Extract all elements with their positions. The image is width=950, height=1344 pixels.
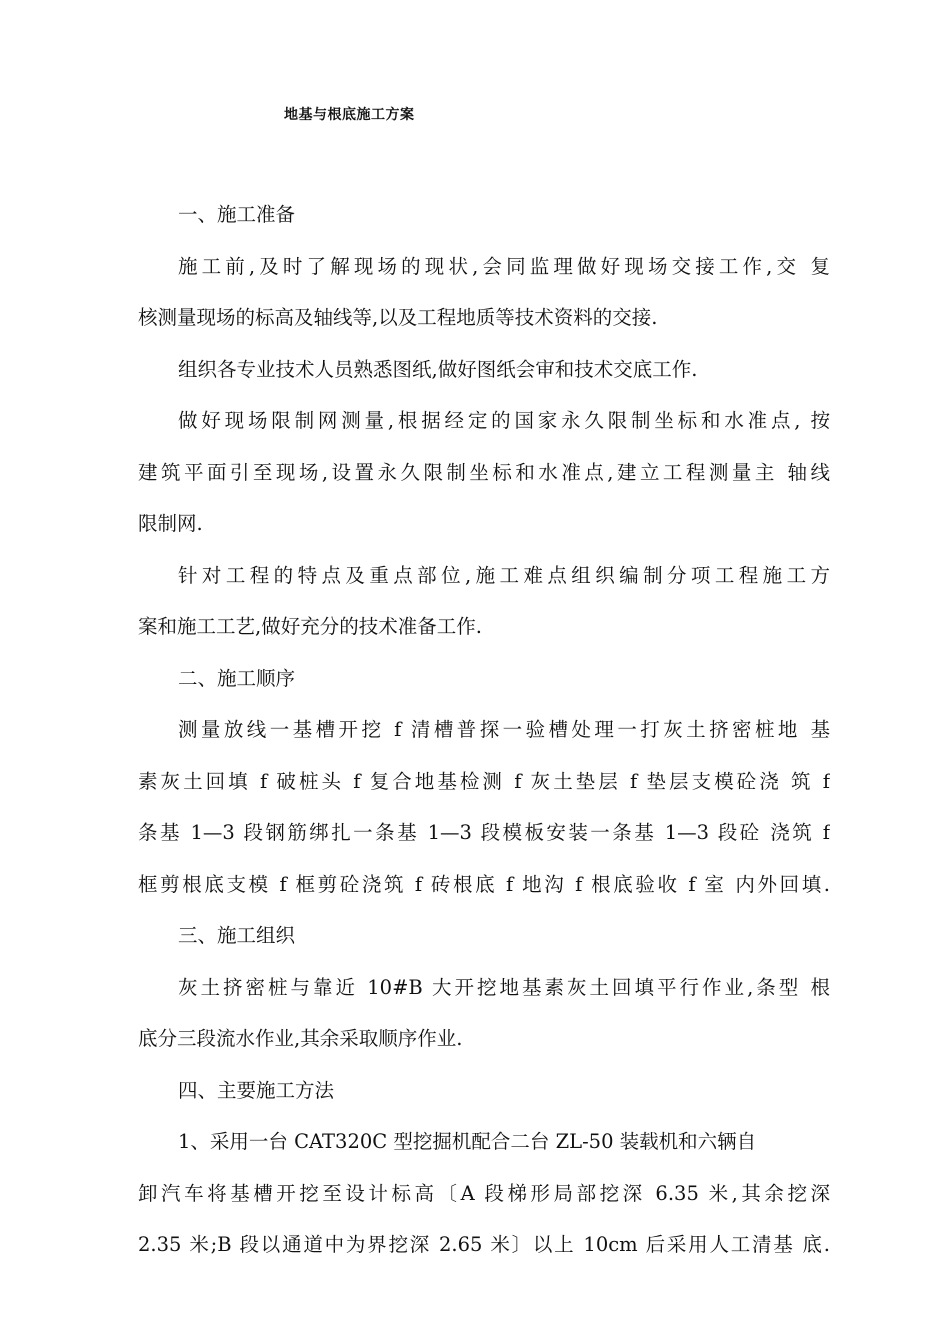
text-line: 案和施工工艺,做好充分的技术准备工作.	[138, 615, 482, 638]
text-line: 三、施工组织	[178, 924, 296, 947]
text-line: 限制网.	[138, 512, 203, 535]
text-line: 一、施工准备	[178, 203, 296, 226]
text-line: 灰土挤密桩与靠近 10#B 大开挖地基素灰土回填平行作业,条型 根	[178, 975, 830, 999]
text-line: 2.35 米;B 段以通道中为界挖深 2.65 米〕以上 10cm 后采用人工清基 底.	[138, 1233, 830, 1256]
text-line: 1、采用一台 CAT320C 型挖掘机配合二台 ZL-50 装载机和六辆自	[178, 1130, 757, 1153]
text-line: 做好现场限制网测量,根据经定的国家永久限制坐标和水准点, 按	[178, 409, 830, 432]
text-line: 测量放线一基槽开挖 f 清槽普探一验槽处理一打灰土挤密桩地 基	[178, 718, 830, 741]
text-line: 底分三段流水作业,其余采取顺序作业.	[138, 1027, 463, 1050]
document-body	[138, 196, 830, 1278]
text-line: 施工前,及时了解现场的现状,会同监理做好现场交接工作,交 复	[178, 254, 830, 278]
text-line: 素灰土回填 f 破桩头 f 复合地基检测 f 灰土垫层 f 垫层支模砼浇 筑 f	[138, 769, 830, 793]
document-title: 地基与根底施工方案	[284, 107, 415, 123]
text-line: 组织各专业技术人员熟悉图纸,做好图纸会审和技术交底工作.	[178, 357, 698, 381]
text-line: 条基 1—3 段钢筋绑扎一条基 1—3 段模板安装一条基 1—3 段砼 浇筑 f	[138, 821, 830, 844]
text-line: 卸汽车将基槽开挖至设计标高〔A 段梯形局部挖深 6.35 米,其余挖深	[138, 1181, 830, 1205]
text-line: 针对工程的特点及重点部位,施工难点组织编制分项工程施工方	[178, 563, 830, 587]
text-line: 四、主要施工方法	[178, 1078, 335, 1102]
text-line: 二、施工顺序	[178, 666, 296, 690]
text-line: 建筑平面引至现场,设置永久限制坐标和水准点,建立工程测量主 轴线	[138, 460, 830, 484]
text-line: 核测量现场的标高及轴线等,以及工程地质等技术资料的交接.	[138, 306, 658, 329]
text-line: 框剪根底支模 f 框剪砼浇筑 f 砖根底 f 地沟 f 根底验收 f 室 内外回填.	[138, 872, 830, 896]
